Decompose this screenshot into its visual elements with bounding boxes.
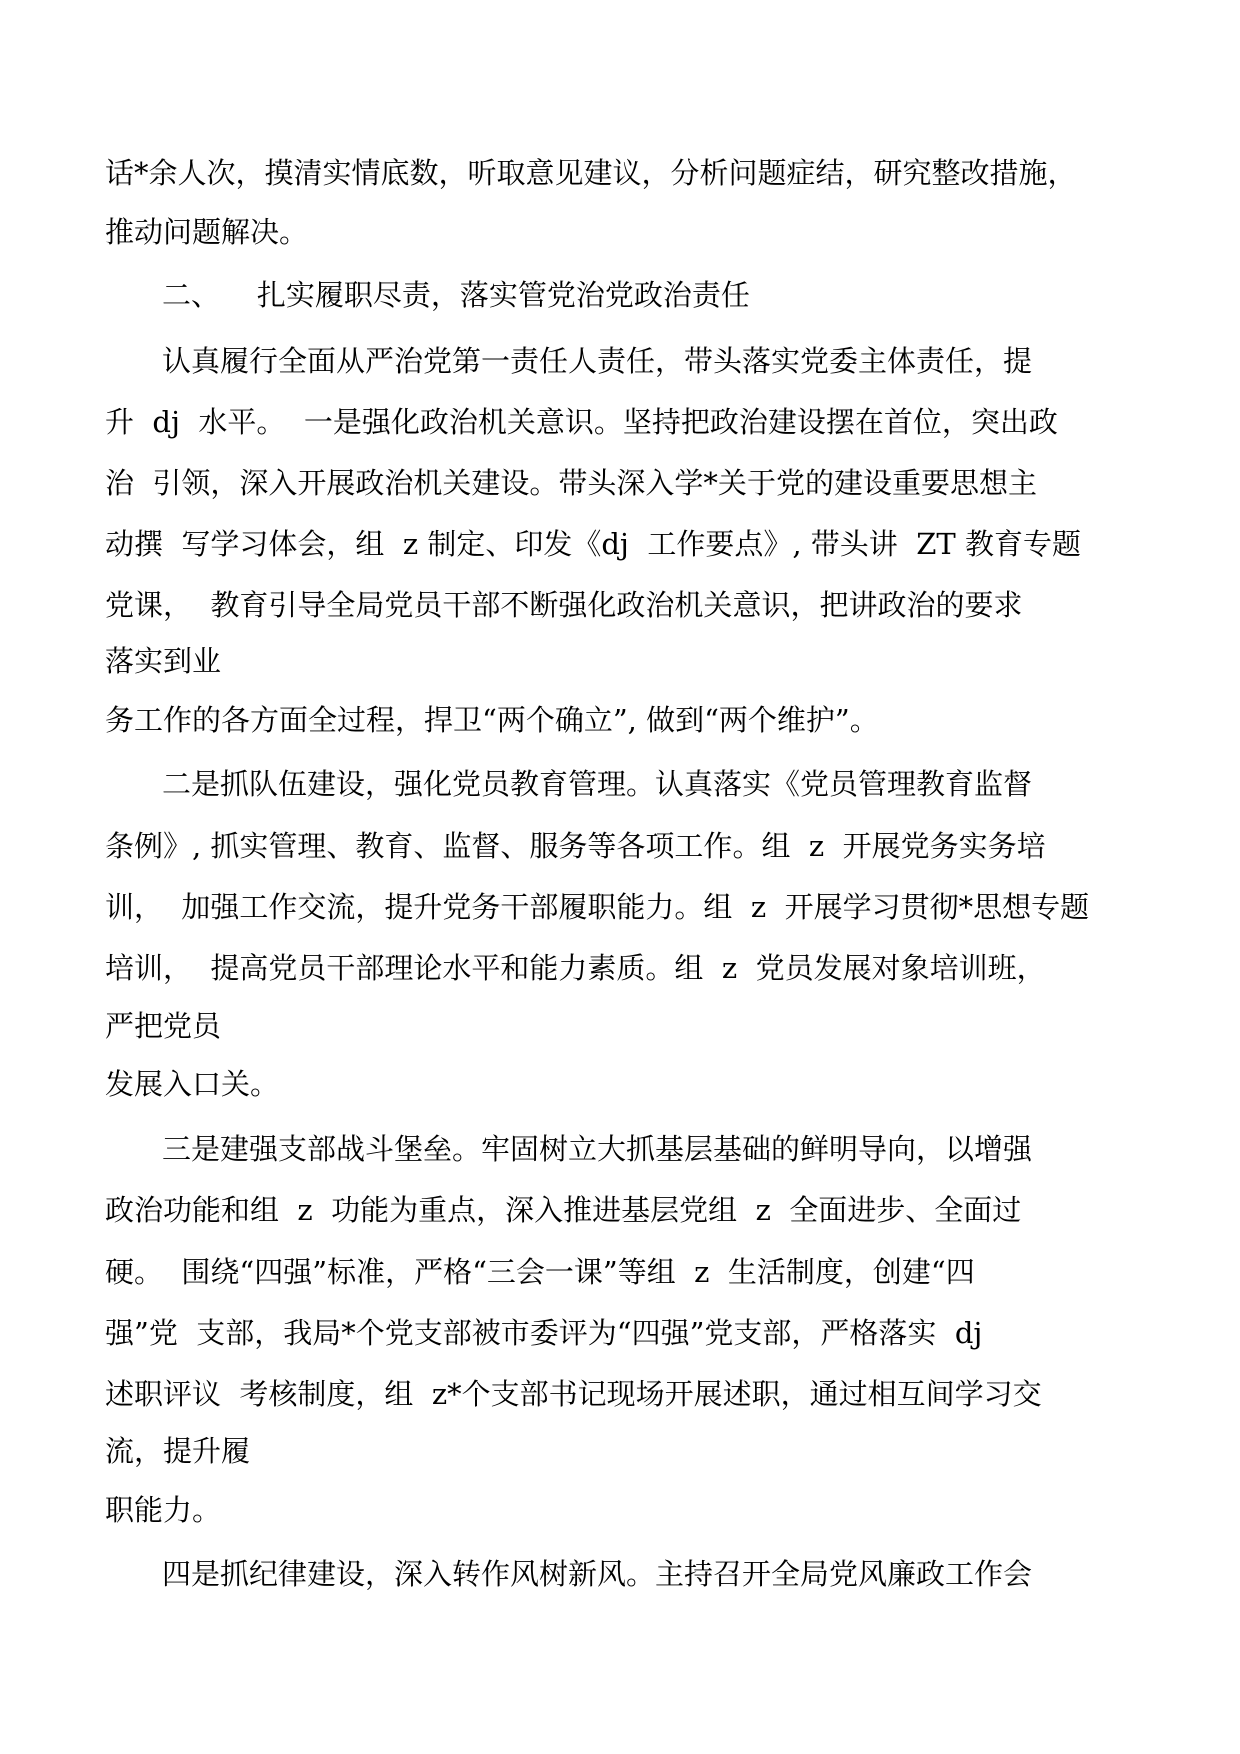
text-line: 硬。 围绕“四强”标准，严格“三会一课”等组 z 生活制度，创建“四 [105,1255,975,1289]
text-line: 训， 加强工作交流，提升党务干部履职能力。组 z 开展学习贯彻*思想专题 [105,890,1090,924]
text-line: 流，提升履 [105,1434,251,1468]
text-line: 发展入口关。 [105,1067,280,1101]
text-line: 话*余人次，摸清实情底数，听取意见建议，分析问题症结，研究整改措施， [105,156,1077,190]
text-line: 三是建强支部战斗堡垒。牢固树立大抓基层基础的鲜明导向，以增强 [162,1132,1033,1166]
text-line: 条例》, 抓实管理、教育、监督、服务等各项工作。组 z 开展党务实务培 [105,829,1046,863]
text-line: 四是抓纪律建设，深入转作风树新风。主持召开全局党风廉政工作会 [162,1557,1033,1591]
text-line: 职能力。 [105,1493,222,1527]
text-line: 强”党 支部，我局*个党支部被市委评为“四强”党支部，严格落实 dj [105,1316,983,1350]
text-line: 务工作的各方面全过程，捍卫“两个确立”, 做到“两个维护”。 [105,703,879,737]
text-line: 认真履行全面从严治党第一责任人责任，带头落实党委主体责任，提 [162,344,1033,378]
text-line: 述职评议 考核制度，组 z*个支部书记现场开展述职，通过相互间学习交 [105,1377,1042,1411]
text-line: 党课， 教育引导全局党员干部不断强化政治机关意识，把讲政治的要求 [105,588,1023,622]
text-line: 严把党员 [105,1009,222,1043]
text-line: 升 dj 水平。 一是强化政治机关意识。坚持把政治建设摆在首位，突出政 [105,405,1058,439]
text-line: 推动问题解决。 [105,215,309,249]
text-line: 动撰 写学习体会，组 z 制定、印发《dj 工作要点》, 带头讲 ZT 教育专题 [105,527,1081,561]
text-line: 落实到业 [105,644,222,678]
text-line: 二是抓队伍建设，强化党员教育管理。认真落实《党员管理教育监督 [162,767,1033,801]
text-line: 政治功能和组 z 功能为重点，深入推进基层党组 z 全面进步、全面过 [105,1193,1022,1227]
text-line: 治 引领，深入开展政治机关建设。带头深入学*关于党的建设重要思想主 [105,466,1037,500]
text-line: 培训， 提高党员干部理论水平和能力素质。组 z 党员发展对象培训班， [105,951,1046,985]
section-heading: 二、 扎实履职尽责，落实管党治党政治责任 [162,278,750,312]
